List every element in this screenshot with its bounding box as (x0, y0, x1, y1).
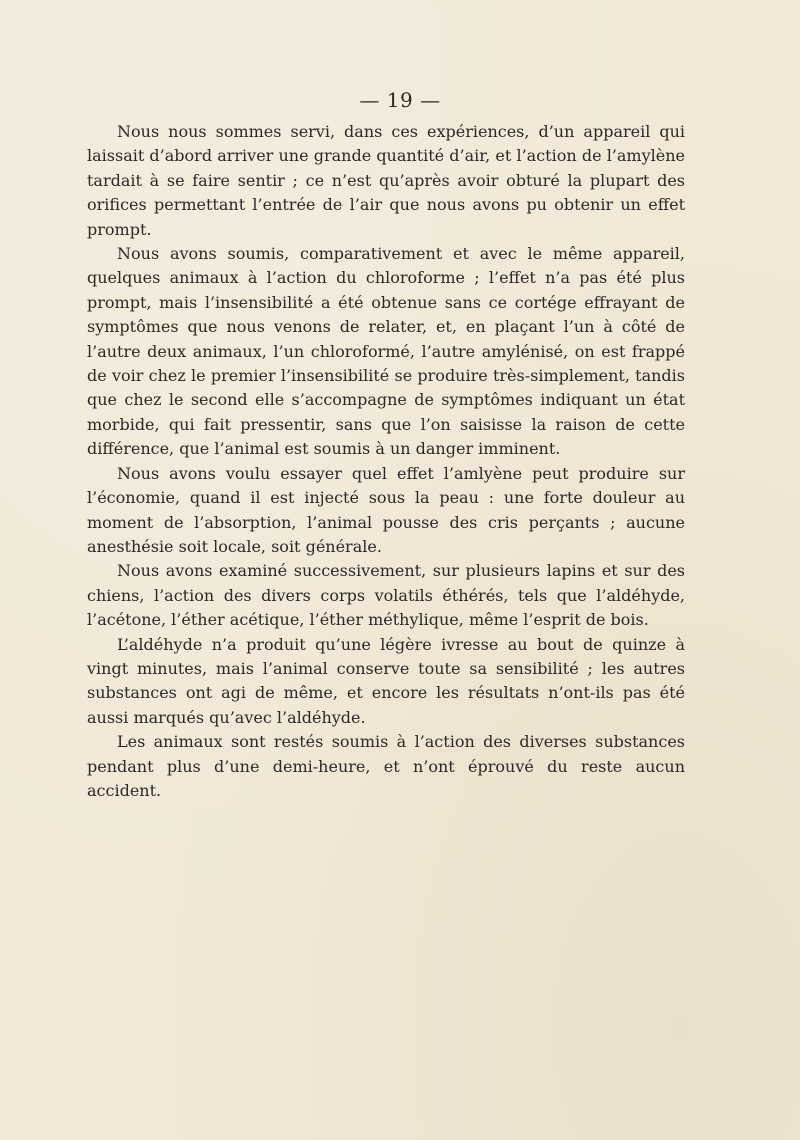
paragraph-4: Nous avons examiné successivement, sur plusieurs lapins et sur des chiens, l’action des divers corps volatils éthérés, tels que l’aldéhyde, l’acétone, l’éther acétique, l’éther méthylique, même l’esprit de bois. (87, 561, 685, 630)
body-text (87, 120, 685, 803)
paragraph-1: Nous nous sommes servi, dans ces expériences, d’un appareil qui laissait d’abord arriver une grande quantité d’air, et l’action de l’amylène tardait à se faire sentir ; ce n’est qu’après avoir obturé la plupart des orifices permettant l’entrée de l’air que nous avons pu obtenir un effet prompt. (87, 122, 685, 239)
paragraph-3: Nous avons voulu essayer quel effet l’amlyène peut produire sur l’économie, quand il est injecté sous la peau : une forte douleur au moment de l’absorption, l’animal pousse des cris perçants ; aucune anesthésie soit locale, soit générale. (87, 463, 685, 556)
paragraph-2: Nous avons soumis, comparativement et avec le même appareil, quelques animaux à l’action du chloroforme ; l’effet n’a pas été plus prompt, mais l’insensibilité a été obtenue sans ce cortége effrayant de symptômes que nous venons de relater, et, en plaçant l’un à côté de l’autre deux animaux, l’un chloroformé, l’autre amylénisé, on est frappé de voir chez le premier l’insensibilité se produire très-simplement, tandis que chez le second elle s’accompagne de symptômes indiquant un état morbide, qui fait pressentir, sans que l’on saisisse la raison de cette différence, que l’animal est soumis à un danger imminent. (87, 244, 685, 459)
paragraph-6: Les animaux sont restés soumis à l’action des diverses substances pendant plus d’une demi-heure, et n’ont éprouvé du reste aucun accident. (87, 732, 685, 800)
paragraph-5: L’aldéhyde n’a produit qu’une légère ivresse au bout de quinze à vingt minutes, mais l’animal conserve toute sa sensibilité ; les autres substances ont agi de même, et encore les résultats n’ont-ils pas été aussi marqués qu’avec l’aldéhyde. (87, 634, 685, 727)
page-number: — 19 — (359, 88, 441, 112)
